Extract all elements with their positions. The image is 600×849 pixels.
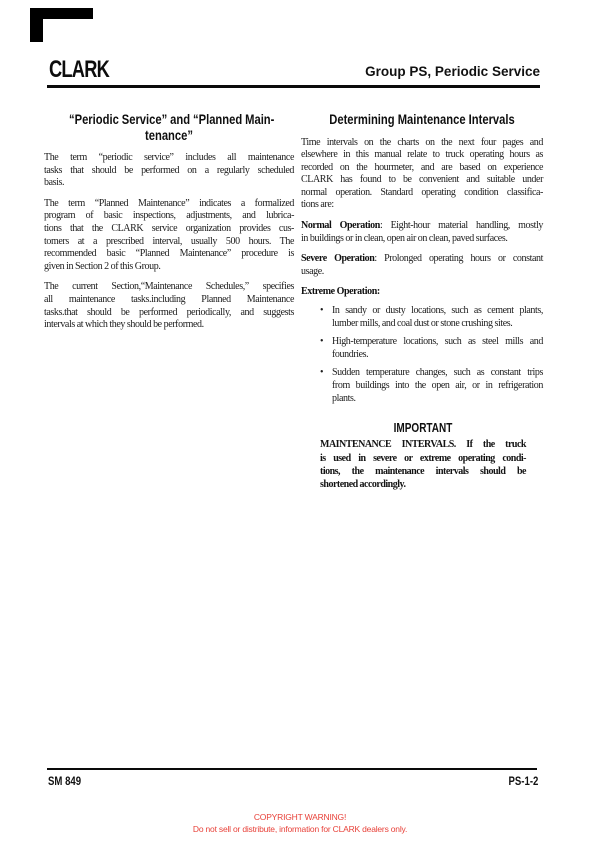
scan-corner-mark-horizontal <box>30 8 93 19</box>
intro-paragraph <box>301 137 543 213</box>
text-line: usage. <box>301 265 324 277</box>
paragraph-periodic-service <box>44 152 294 190</box>
footer-rule <box>47 768 537 770</box>
bullet-icon: • <box>320 305 324 317</box>
bullet-text <box>332 305 543 330</box>
text-line: recorded on the hourmeter, and are based on experience <box>301 161 543 173</box>
text-line: Sudden temperature changes, such as constant trips <box>332 367 543 379</box>
text-line: Time intervals on the charts on the next four pages and <box>301 136 543 148</box>
text-line: normal operation. Standard operating condition classifica- <box>301 186 543 198</box>
important-block <box>320 421 526 492</box>
footer-page-number: PS-1-2 <box>508 774 538 788</box>
normal-operation-text: : Eight-hour material handling, mostly <box>379 220 543 232</box>
bullet-item <box>301 367 543 405</box>
text-line: basis. <box>44 177 65 189</box>
bullet-text <box>332 367 543 405</box>
text-line: is used in severe or extreme operating condi- <box>320 452 526 464</box>
header-group-title: Group PS, Periodic Service <box>365 64 540 79</box>
footer-doc-number: SM 849 <box>48 774 82 788</box>
paragraph-maintenance-schedules <box>44 281 294 331</box>
text-line: tions, the maintenance intervals should be <box>320 466 526 477</box>
text-line: tions are: <box>301 199 334 211</box>
extreme-operation-label: Extreme Operation: <box>301 286 380 298</box>
determining-intervals-heading: Determining Maintenance Intervals <box>329 111 515 127</box>
important-body <box>320 438 526 492</box>
bullet-text <box>332 336 543 361</box>
text-line: High-temperature locations, such as steel mills and <box>332 336 543 348</box>
text-line: given in Section 2 of this Group. <box>44 260 161 272</box>
severe-operation-label: Severe Operation <box>301 253 375 265</box>
text-line: in buildings or in clean, open air on clean, paved surfaces. <box>301 232 508 244</box>
normal-operation-label: Normal Operation <box>301 220 380 232</box>
bullet-item <box>301 336 543 361</box>
text-line: intervals at which they should be performed. <box>44 319 204 331</box>
text-line: program of basic inspections, adjustments, and lubrica- <box>44 210 294 222</box>
bullet-list <box>301 305 543 405</box>
right-column <box>301 112 543 492</box>
paragraph-planned-maintenance <box>44 198 294 274</box>
text-line: In sandy or dusty locations, such as cement plants, <box>332 305 543 317</box>
text-line: tions that the CLARK service organization provides cus- <box>44 222 294 234</box>
clark-logo: CLARK <box>49 56 110 83</box>
text-line: tasks.that should be performed periodically, and suggests <box>44 306 294 318</box>
bullet-icon: • <box>320 367 324 379</box>
text-line: foundries. <box>332 348 369 360</box>
periodic-service-heading <box>69 111 275 143</box>
text-line: tomers at a prescribed interval, usually 500 hours. The <box>44 235 294 247</box>
text-line: plants. <box>332 392 356 404</box>
normal-operation-paragraph <box>301 220 543 245</box>
copyright-warning-line2: Do not sell or distribute, information for CLARK dealers only. <box>192 824 408 835</box>
left-column <box>44 112 294 340</box>
text-line: shortened accordingly. <box>320 479 406 491</box>
text-line: tasks that should be performed on a regularly scheduled <box>44 164 294 176</box>
severe-operation-paragraph <box>301 253 543 278</box>
text-line: elsewhere in this manual relate to truck operating hours as <box>301 149 543 161</box>
text-line: from buildings into the open air, or in refrigeration <box>332 380 543 391</box>
text-line: The term “Planned Maintenance” indicates a formalized <box>44 197 294 209</box>
copyright-warning-line1: COPYRIGHT WARNING! <box>253 812 347 822</box>
important-heading: IMPORTANT <box>393 421 453 436</box>
severe-operation-text: : Prolonged operating hours or constant <box>374 253 544 265</box>
header-rule <box>47 85 540 88</box>
text-line: all maintenance tasks.including Planned Maintenance <box>44 293 294 305</box>
bullet-icon: • <box>320 336 324 348</box>
text-line: “Periodic Service” and “Planned Main- <box>69 111 275 127</box>
bullet-item <box>301 305 543 330</box>
copyright-warning <box>0 811 600 836</box>
text-line: recommended basic “Planned Maintenance” procedure is <box>44 248 294 260</box>
text-line <box>301 286 543 299</box>
extreme-operation-paragraph <box>301 286 543 299</box>
text-line: The current Section,“Maintenance Schedules,” specifies <box>44 281 294 293</box>
text-line: CLARK has found to be convenient and suitable under <box>301 174 543 186</box>
text-line: lumber mills, and coal dust or stone crushing sites. <box>332 317 513 329</box>
text-line: The term “periodic service” includes all maintenance <box>44 152 294 163</box>
text-line: MAINTENANCE INTERVALS. If the truck <box>320 439 526 451</box>
text-line <box>301 253 543 266</box>
text-line: tenance” <box>145 126 193 143</box>
text-line <box>301 220 543 233</box>
